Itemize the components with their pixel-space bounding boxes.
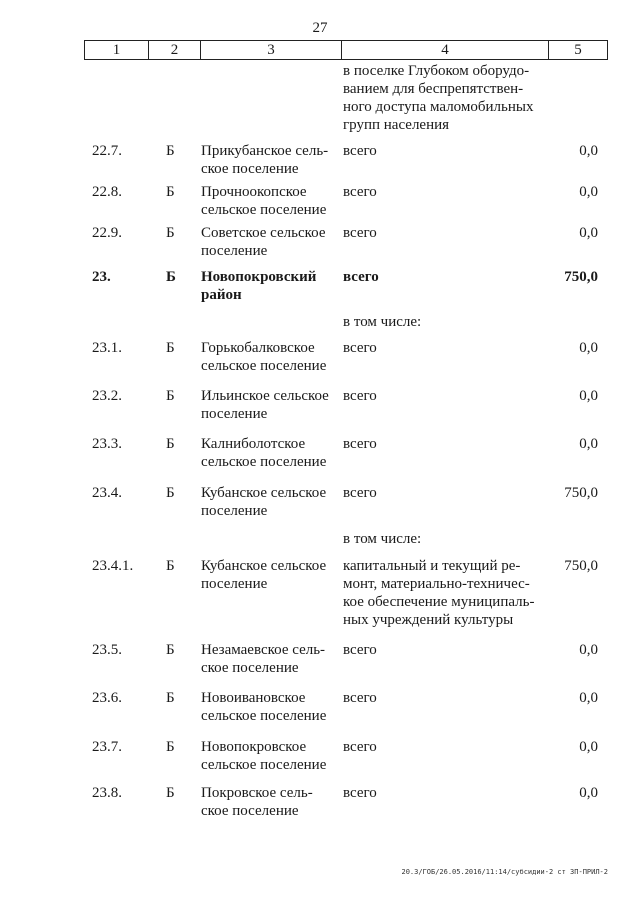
description-line: всего <box>343 143 377 159</box>
entity-name-line: Покровское сель- <box>201 785 313 801</box>
row-description <box>343 689 541 707</box>
row-category: Б <box>166 143 175 159</box>
row-amount: 0,0 <box>579 184 598 200</box>
description-line: в том числе: <box>343 314 422 330</box>
description-line: капитальный и текущий ре- <box>343 558 521 574</box>
entity-name-line: Незамаевское сель- <box>201 642 326 658</box>
row-number: 23.4. <box>92 485 122 501</box>
row-amount: 0,0 <box>579 340 598 356</box>
row-number: 23. <box>92 269 111 285</box>
column-number-4: 4 <box>342 41 549 60</box>
entity-name-line: Новоивановское <box>201 690 306 706</box>
row-amount: 0,0 <box>579 785 598 801</box>
row-entity-name <box>201 784 336 820</box>
row-category: Б <box>166 739 175 755</box>
row-description <box>343 530 541 548</box>
continuation-text <box>343 62 541 134</box>
row-number: 23.6. <box>92 690 122 706</box>
row-category: Б <box>166 485 175 501</box>
row-description <box>343 484 541 502</box>
description-line: всего <box>343 485 377 501</box>
row-category: Б <box>166 388 175 404</box>
row-number: 23.2. <box>92 388 122 404</box>
column-number-2: 2 <box>149 41 201 60</box>
row-entity-name <box>201 435 336 471</box>
row-amount: 0,0 <box>579 739 598 755</box>
description-line: кое обеспечение муниципаль- <box>343 594 535 610</box>
row-entity-name <box>201 268 336 304</box>
entity-name-line: ское поселение <box>201 161 299 177</box>
description-line: всего <box>343 642 377 658</box>
row-number: 23.7. <box>92 739 122 755</box>
entity-name-line: поселение <box>201 243 268 259</box>
description-line: всего <box>343 690 377 706</box>
description-line: всего <box>343 269 379 285</box>
entity-name-line: поселение <box>201 576 268 592</box>
description-line: всего <box>343 388 377 404</box>
row-entity-name <box>201 738 336 774</box>
row-number: 23.5. <box>92 642 122 658</box>
entity-name-line: Советское сельское <box>201 225 326 241</box>
row-category: Б <box>166 269 176 285</box>
row-entity-name <box>201 557 336 593</box>
row-entity-name <box>201 484 336 520</box>
description-line: всего <box>343 340 377 356</box>
entity-name-line: Кубанское сельское <box>201 485 327 501</box>
row-entity-name <box>201 689 336 725</box>
row-category: Б <box>166 785 175 801</box>
row-category: Б <box>166 225 175 241</box>
row-amount: 0,0 <box>579 436 598 452</box>
description-line: всего <box>343 184 377 200</box>
row-category: Б <box>166 642 175 658</box>
row-amount: 750,0 <box>564 269 598 285</box>
row-entity-name <box>201 387 336 423</box>
row-number: 22.7. <box>92 143 122 159</box>
row-description <box>343 435 541 453</box>
column-number-5: 5 <box>549 41 608 60</box>
row-number: 22.8. <box>92 184 122 200</box>
description-line: ных учреждений культуры <box>343 612 514 628</box>
row-category: Б <box>166 340 175 356</box>
continuation-line: в поселке Глубоком оборудо- <box>343 63 530 79</box>
row-entity-name <box>201 224 336 260</box>
description-line: всего <box>343 436 377 452</box>
entity-name-line: Горькобалковское <box>201 340 315 356</box>
row-amount: 750,0 <box>564 558 598 574</box>
row-amount: 750,0 <box>564 485 598 501</box>
description-line: всего <box>343 225 377 241</box>
row-amount: 0,0 <box>579 143 598 159</box>
row-amount: 0,0 <box>579 225 598 241</box>
row-category: Б <box>166 690 175 706</box>
row-number: 22.9. <box>92 225 122 241</box>
entity-name-line: сельское поселение <box>201 757 327 773</box>
entity-name-line: район <box>201 287 242 303</box>
row-number: 23.8. <box>92 785 122 801</box>
row-number: 23.3. <box>92 436 122 452</box>
row-category: Б <box>166 558 175 574</box>
row-amount: 0,0 <box>579 690 598 706</box>
row-description <box>343 268 541 286</box>
row-description <box>343 339 541 357</box>
continuation-line: ванием для беспрепятствен- <box>343 81 524 97</box>
column-header-row <box>84 40 608 60</box>
page-number: 27 <box>312 20 328 36</box>
row-category: Б <box>166 184 175 200</box>
row-entity-name <box>201 142 336 178</box>
row-description <box>343 313 541 331</box>
row-number: 23.1. <box>92 340 122 356</box>
row-amount: 0,0 <box>579 642 598 658</box>
entity-name-line: Прочноокопское <box>201 184 307 200</box>
entity-name-line: сельское поселение <box>201 454 327 470</box>
document-footer: 20.3/ГОБ/26.05.2016/11:14/субсидии-2 ст 3П-ПРИЛ-2 <box>401 868 608 876</box>
row-description <box>343 142 541 160</box>
row-description <box>343 557 541 629</box>
row-description <box>343 641 541 659</box>
row-description <box>343 387 541 405</box>
entity-name-line: сельское поселение <box>201 358 327 374</box>
row-number: 23.4.1. <box>92 558 134 574</box>
description-line: всего <box>343 739 377 755</box>
description-line: монт, материально-техничес- <box>343 576 530 592</box>
entity-name-line: поселение <box>201 503 268 519</box>
column-number-3: 3 <box>201 41 342 60</box>
continuation-line: групп населения <box>343 117 450 133</box>
entity-name-line: Новопокровский <box>201 269 317 285</box>
row-description <box>343 224 541 242</box>
entity-name-line: ское поселение <box>201 803 299 819</box>
entity-name-line: Калниболотское <box>201 436 306 452</box>
description-line: всего <box>343 785 377 801</box>
description-line: в том числе: <box>343 531 422 547</box>
entity-name-line: Ильинское сельское <box>201 388 329 404</box>
row-description <box>343 183 541 201</box>
column-number-1: 1 <box>85 41 149 60</box>
row-entity-name <box>201 641 336 677</box>
entity-name-line: Прикубанское сель- <box>201 143 329 159</box>
entity-name-line: поселение <box>201 406 268 422</box>
continuation-line: ного доступа маломобильных <box>343 99 534 115</box>
entity-name-line: Кубанское сельское <box>201 558 327 574</box>
row-amount: 0,0 <box>579 388 598 404</box>
row-entity-name <box>201 339 336 375</box>
row-description <box>343 784 541 802</box>
entity-name-line: сельское поселение <box>201 202 327 218</box>
row-description <box>343 738 541 756</box>
entity-name-line: ское поселение <box>201 660 299 676</box>
row-category: Б <box>166 436 175 452</box>
row-entity-name <box>201 183 336 219</box>
entity-name-line: Новопокровское <box>201 739 307 755</box>
entity-name-line: сельское поселение <box>201 708 327 724</box>
